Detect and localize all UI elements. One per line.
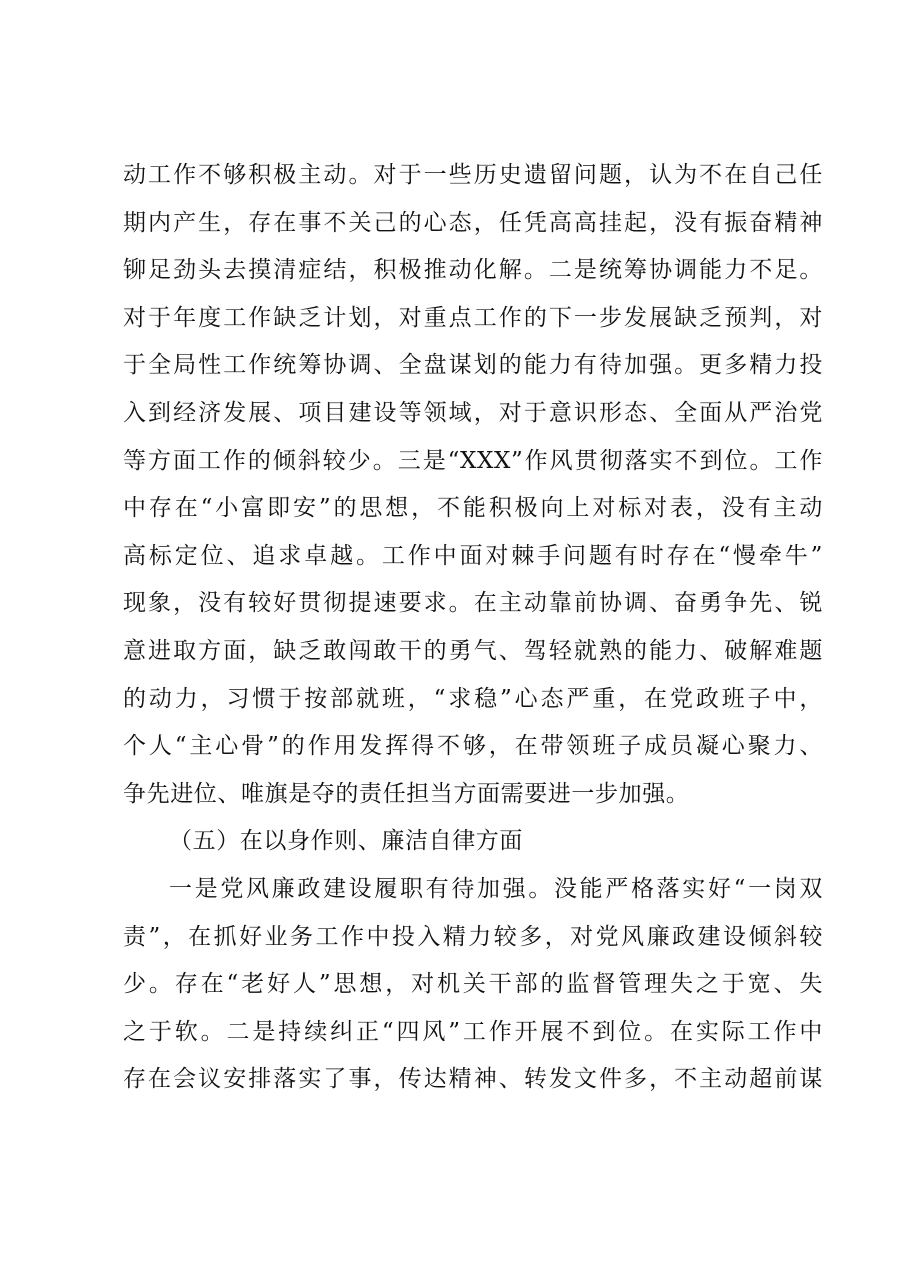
paragraph-line: 责”，在抓好业务工作中投入精力较多，对党风廉政建设倾斜较 <box>123 923 823 950</box>
document-body <box>123 152 823 1104</box>
paragraph-line: 于全局性工作统筹协调、全盘谋划的能力有待加强。更多精力投 <box>123 352 823 379</box>
paragraph-line: 对于年度工作缺乏计划，对重点工作的下一步发展缺乏预判，对 <box>123 304 823 331</box>
paragraph-line: 的动力，习惯于按部就班，“求稳”心态严重，在党政班子中， <box>123 685 823 712</box>
paragraph-line: 少。存在“老好人”思想，对机关干部的监督管理失之于宽、失 <box>123 971 823 998</box>
paragraph-line: 存在会议安排落实了事，传达精神、转发文件多，不主动超前谋 <box>123 1066 823 1093</box>
paragraph-line: 中存在“小富即安”的思想，不能积极向上对标对表，没有主动 <box>123 495 823 522</box>
paragraph-line: 期内产生，存在事不关己的心态，任凭高高挂起，没有振奋精神 <box>123 209 823 236</box>
paragraph-line: 意进取方面，缺乏敢闯敢干的勇气、驾轻就熟的能力、破解难题 <box>123 637 823 664</box>
paragraph-line: 之于软。二是持续纠正“四风”工作开展不到位。在实际工作中 <box>123 1018 823 1045</box>
paragraph-line: 等方面工作的倾斜较少。三是“XXX”作风贯彻落实不到位。工作 <box>123 447 823 474</box>
paragraph-line: 高标定位、追求卓越。工作中面对棘手问题有时存在“慢牵牛” <box>123 542 823 569</box>
paragraph-line: 入到经济发展、项目建设等领域，对于意识形态、全面从严治党 <box>123 399 823 426</box>
section-heading: （五）在以身作则、廉洁自律方面 <box>169 828 523 855</box>
paragraph-line: 现象，没有较好贯彻提速要求。在主动靠前协调、奋勇争先、锐 <box>123 590 823 617</box>
paragraph-line: 铆足劲头去摸清症结，积极推动化解。二是统筹协调能力不足。 <box>123 257 823 284</box>
paragraph-line: 动工作不够积极主动。对于一些历史遗留问题，认为不在自己任 <box>123 162 823 188</box>
paragraph-line: 一是党风廉政建设履职有待加强。没能严格落实好“一岗双 <box>169 875 823 902</box>
paragraph-line: 个人“主心骨”的作用发挥得不够，在带领班子成员凝心聚力、 <box>123 733 823 760</box>
paragraph-line: 争先进位、唯旗是夺的责任担当方面需要进一步加强。 <box>123 780 690 807</box>
